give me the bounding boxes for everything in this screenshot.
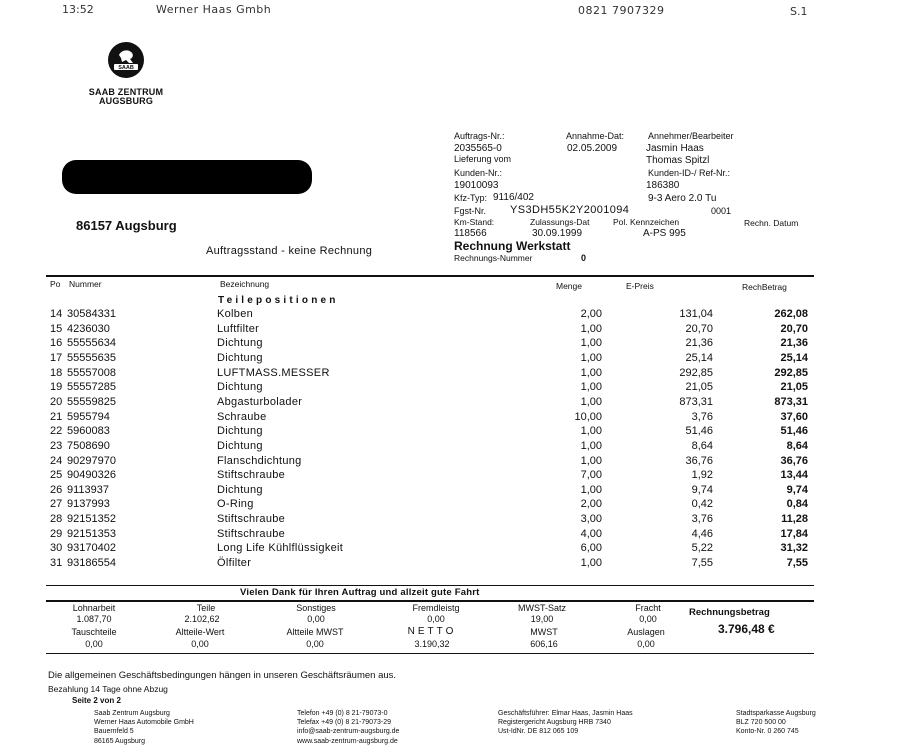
row-menge: 1,00 (580, 395, 602, 408)
row-bezeichnung: Dichtung (217, 483, 263, 496)
kfz-typ: 9116/402 (493, 192, 534, 203)
row-po: 14 (50, 308, 63, 320)
fgst-label: Fgst-Nr. (454, 206, 487, 216)
row-epreis: 8,64 (691, 439, 713, 452)
footer-address: Saab Zentrum Augsburg Werner Haas Automobile GmbH Bauernfeld 5 86165 Augsburg (94, 710, 194, 745)
netto-value: 3.190,32 (414, 639, 450, 649)
fremdleistg-label: Fremdleistg (412, 603, 460, 613)
row-nummer: 7508690 (67, 439, 110, 452)
table-row (50, 542, 820, 557)
mwst-satz-label: MWST-Satz (517, 603, 566, 613)
logo-brand: SAAB (118, 65, 134, 71)
table-row (50, 411, 820, 426)
annehmer-2: Thomas Spitzl (646, 155, 710, 166)
row-betrag: 51,46 (780, 425, 808, 438)
summary-rule (46, 600, 814, 602)
kennzeichen: A-PS 995 (643, 228, 686, 239)
table-row (50, 498, 820, 513)
row-bezeichnung: Long Life Kühlflüssigkeit (217, 542, 344, 555)
rechn-datum-label: Rechn. Datum (744, 218, 799, 228)
summary-bottom-rule (46, 653, 814, 654)
row-po: 16 (50, 337, 63, 350)
annehmer-1: Jasmin Haas (646, 143, 704, 154)
table-row (50, 557, 820, 572)
row-po: 20 (50, 395, 63, 408)
row-nummer: 93186554 (67, 557, 116, 570)
netto-label: NETTO (407, 626, 457, 637)
row-betrag: 25,14 (780, 351, 808, 364)
row-bezeichnung: Dichtung (217, 337, 263, 350)
teile-value: 2.102,62 (184, 614, 220, 624)
row-nummer: 93170402 (67, 542, 116, 555)
section-title: Teilepositionen (218, 295, 339, 306)
altteile-mwst-label: Altteile MWST (286, 627, 344, 637)
row-betrag: 21,05 (780, 381, 808, 394)
lieferung-label: Lieferung vom (454, 154, 512, 164)
fracht-label: Fracht (635, 603, 661, 613)
row-betrag: 262,08 (774, 308, 808, 320)
rechnungs-nr-label: Rechnungs-Nummer (454, 253, 533, 263)
kfz-typ-label: Kfz-Typ: (454, 193, 488, 203)
row-betrag: 8,64 (786, 439, 808, 452)
fgst-nr: YS3DH55K2Y2001094 (510, 204, 630, 216)
row-menge: 6,00 (580, 542, 602, 555)
auftrags-nr: 2035565-0 (454, 143, 502, 154)
altteile-mwst-value: 0,00 (306, 639, 324, 649)
thanks-text: Vielen Dank für Ihren Auftrag und allzeit gute Fahrt (240, 587, 480, 598)
rechnungs-nr: 0 (581, 253, 587, 263)
row-menge: 1,00 (580, 439, 602, 452)
table-row (50, 323, 820, 338)
row-nummer: 90490326 (67, 469, 116, 482)
row-menge: 1,00 (580, 381, 602, 394)
altteile-wert-label: Altteile-Wert (175, 627, 225, 637)
table-row (50, 455, 820, 470)
redacted-name (62, 160, 312, 194)
kunden-id: 186380 (646, 180, 680, 191)
fax-time: 13:52 (62, 3, 94, 16)
sonstiges-value: 0,00 (307, 614, 325, 624)
col-header-menge: Menge (556, 281, 582, 291)
row-menge: 1,00 (580, 483, 602, 496)
row-po: 30 (50, 542, 63, 555)
auslagen-value: 0,00 (637, 639, 655, 649)
row-po: 24 (50, 454, 63, 467)
row-menge: 1,00 (580, 337, 602, 350)
row-epreis: 20,70 (685, 322, 713, 335)
table-row (50, 425, 820, 440)
row-po: 28 (50, 513, 63, 526)
table-row (50, 381, 820, 396)
saab-griffin-logo-icon (108, 42, 144, 78)
row-bezeichnung: Schraube (217, 410, 267, 423)
row-epreis: 51,46 (685, 425, 713, 438)
row-nummer: 30584331 (67, 308, 116, 320)
tauschteile-value: 0,00 (85, 639, 103, 649)
col-header-nummer: Nummer (69, 279, 102, 289)
row-po: 29 (50, 527, 63, 540)
row-epreis: 3,76 (691, 513, 713, 526)
km-stand: 118566 (454, 228, 487, 239)
row-nummer: 9137993 (67, 498, 110, 511)
row-epreis: 292,85 (679, 366, 713, 379)
km-label: Km-Stand: (454, 217, 495, 227)
row-po: 23 (50, 439, 63, 452)
doc-type: Rechnung Werkstatt (454, 239, 571, 253)
row-nummer: 5955794 (67, 410, 110, 423)
row-menge: 1,00 (580, 366, 602, 379)
mwst-satz-value: 19,00 (530, 614, 554, 624)
row-epreis: 9,74 (691, 483, 713, 496)
row-betrag: 873,31 (774, 395, 808, 408)
logo-text: SAAB ZENTRUM AUGSBURG (88, 87, 164, 106)
table-row (50, 396, 820, 411)
row-nummer: 9113937 (67, 483, 110, 496)
terms-text: Die allgemeinen Geschäftsbedingungen hängen in unseren Geschäftsräumen aus. (48, 670, 397, 681)
fremdleistg-value: 0,00 (427, 614, 445, 624)
row-bezeichnung: Stiftschraube (217, 527, 286, 540)
mwst-label: MWST (530, 627, 558, 637)
table-row (50, 484, 820, 499)
rechnungsbetrag-label: Rechnungsbetrag (689, 607, 770, 618)
table-row (50, 337, 820, 352)
row-epreis: 21,05 (685, 381, 713, 394)
sonstiges-label: Sonstiges (296, 603, 336, 613)
row-nummer: 55555635 (67, 351, 116, 364)
row-bezeichnung: Abgasturbolader (217, 395, 303, 408)
mwst-value: 606,16 (530, 639, 558, 649)
table-row (50, 528, 820, 543)
row-nummer: 55559825 (67, 395, 116, 408)
row-bezeichnung: Flanschdichtung (217, 454, 302, 467)
car-model: 9-3 Aero 2.0 Tu (648, 193, 717, 204)
fax-sender: Werner Haas Gmbh (156, 3, 272, 16)
tauschteile-label: Tauschteile (71, 627, 117, 637)
fgst-suffix: 0001 (711, 206, 732, 216)
table-row (50, 367, 820, 382)
row-po: 18 (50, 366, 63, 379)
row-menge: 4,00 (580, 527, 602, 540)
kennzeichen-label: Pol. Kennzeichen (613, 217, 680, 227)
row-betrag: 292,85 (774, 366, 808, 379)
row-epreis: 1,92 (691, 469, 713, 482)
row-nummer: 55557285 (67, 381, 116, 394)
row-bezeichnung: Dichtung (217, 351, 263, 364)
col-header-epreis: E-Preis (626, 281, 654, 291)
table-row (50, 308, 820, 323)
row-bezeichnung: Luftfilter (217, 322, 260, 335)
altteile-wert-value: 0,00 (191, 639, 209, 649)
row-betrag: 0,84 (786, 498, 808, 511)
row-betrag: 11,28 (781, 513, 808, 526)
row-menge: 1,00 (580, 557, 602, 570)
row-bezeichnung: LUFTMASS.MESSER (217, 366, 330, 379)
row-bezeichnung: Stiftschraube (217, 469, 286, 482)
row-po: 25 (50, 469, 63, 482)
fax-page: S.1 (790, 5, 808, 18)
row-betrag: 21,36 (780, 337, 808, 350)
row-menge: 2,00 (580, 308, 602, 320)
kunden-nr: 19010093 (454, 180, 499, 191)
zulassung-label: Zulassungs-Dat (530, 217, 590, 227)
auftrags-nr-label: Auftrags-Nr.: (454, 131, 505, 141)
row-po: 26 (50, 483, 63, 496)
row-menge: 1,00 (580, 322, 602, 335)
row-epreis: 25,14 (685, 351, 713, 364)
kunden-id-label: Kunden-ID-/ Ref-Nr.: (648, 168, 731, 178)
row-nummer: 55555634 (67, 337, 116, 350)
row-bezeichnung: Ölfilter (217, 557, 252, 570)
row-nummer: 55557008 (67, 366, 116, 379)
row-epreis: 3,76 (691, 410, 713, 423)
row-betrag: 31,32 (780, 542, 808, 555)
row-bezeichnung: Kolben (217, 308, 254, 320)
rechnungsbetrag-value: 3.796,48 € (718, 622, 775, 636)
row-menge: 3,00 (580, 513, 602, 526)
payment-text: Bezahlung 14 Tage ohne Abzug (48, 684, 168, 694)
row-menge: 7,00 (580, 469, 602, 482)
row-po: 17 (50, 351, 63, 364)
row-epreis: 7,55 (691, 557, 713, 570)
status-text: Auftragsstand - keine Rechnung (206, 245, 373, 257)
annehmer-label: Annehmer/Bearbeiter (648, 131, 734, 141)
row-betrag: 17,84 (780, 527, 808, 540)
row-betrag: 36,76 (780, 454, 808, 467)
customer-city: 86157 Augsburg (76, 218, 177, 233)
row-menge: 1,00 (580, 425, 602, 438)
row-nummer: 90297970 (67, 454, 116, 467)
row-bezeichnung: Dichtung (217, 381, 263, 394)
footer-company: Geschäftsführer: Elmar Haas, Jasmin Haas Registergericht Augsburg HRB 7340 Ust-IdNr. DE 812 065 109 (498, 710, 633, 736)
row-betrag: 7,55 (786, 557, 808, 570)
row-bezeichnung: Dichtung (217, 439, 263, 452)
row-po: 21 (50, 410, 63, 423)
table-row (50, 469, 820, 484)
footer-contact: Telefon +49 (0) 8 21-79073-0 Telefax +49 (0) 8 21-79073-29 info@saab-zentrum-augsburg.de www.saab-zentrum-augsburg.de (297, 710, 400, 745)
row-po: 15 (50, 322, 63, 335)
col-header-bezeichnung: Bezeichnung (220, 279, 270, 289)
footer-bank: Stadtsparkasse Augsburg BLZ 720 500 00 Konto-Nr. 0 260 745 (736, 710, 816, 736)
lohnarbeit-label: Lohnarbeit (72, 603, 116, 613)
row-nummer: 92151352 (67, 513, 116, 526)
row-po: 31 (50, 557, 63, 570)
row-betrag: 20,70 (780, 322, 808, 335)
table-row (50, 440, 820, 455)
row-epreis: 0,42 (691, 498, 713, 511)
auslagen-label: Auslagen (627, 627, 665, 637)
row-epreis: 873,31 (679, 395, 713, 408)
teile-label: Teile (196, 603, 216, 613)
lohnarbeit-value: 1.087,70 (76, 614, 112, 624)
row-menge: 1,00 (580, 454, 602, 467)
row-epreis: 4,46 (691, 527, 713, 540)
row-betrag: 9,74 (786, 483, 808, 496)
row-epreis: 5,22 (691, 542, 713, 555)
row-menge: 10,00 (574, 410, 602, 423)
row-epreis: 21,36 (685, 337, 713, 350)
row-nummer: 5960083 (67, 425, 110, 438)
row-epreis: 36,76 (685, 454, 713, 467)
row-bezeichnung: Dichtung (217, 425, 263, 438)
kunden-nr-label: Kunden-Nr.: (454, 168, 503, 178)
row-po: 19 (50, 381, 63, 394)
row-betrag: 37,60 (780, 410, 808, 423)
table-row (50, 352, 820, 367)
row-betrag: 13,44 (780, 469, 808, 482)
table-top-rule (46, 275, 814, 277)
table-row (50, 513, 820, 528)
row-po: 27 (50, 498, 63, 511)
row-menge: 2,00 (580, 498, 602, 511)
row-nummer: 4236030 (67, 322, 110, 335)
col-header-betrag: RechBetrag (742, 282, 787, 292)
row-menge: 1,00 (580, 351, 602, 364)
fax-phone: 0821 7907329 (578, 4, 665, 17)
summary-top-rule (46, 585, 814, 586)
annahme-date: 02.05.2009 (567, 143, 618, 154)
fracht-value: 0,00 (639, 614, 657, 624)
row-nummer: 92151353 (67, 527, 116, 540)
row-bezeichnung: Stiftschraube (217, 513, 286, 526)
annahme-label: Annahme-Dat: (566, 131, 625, 141)
row-po: 22 (50, 425, 63, 438)
row-epreis: 131,04 (679, 308, 713, 320)
col-header-po: Po (50, 279, 61, 289)
zulassung-date: 30.09.1999 (532, 228, 583, 239)
page-label: Seite 2 von 2 (72, 696, 121, 705)
row-bezeichnung: O-Ring (217, 498, 254, 511)
